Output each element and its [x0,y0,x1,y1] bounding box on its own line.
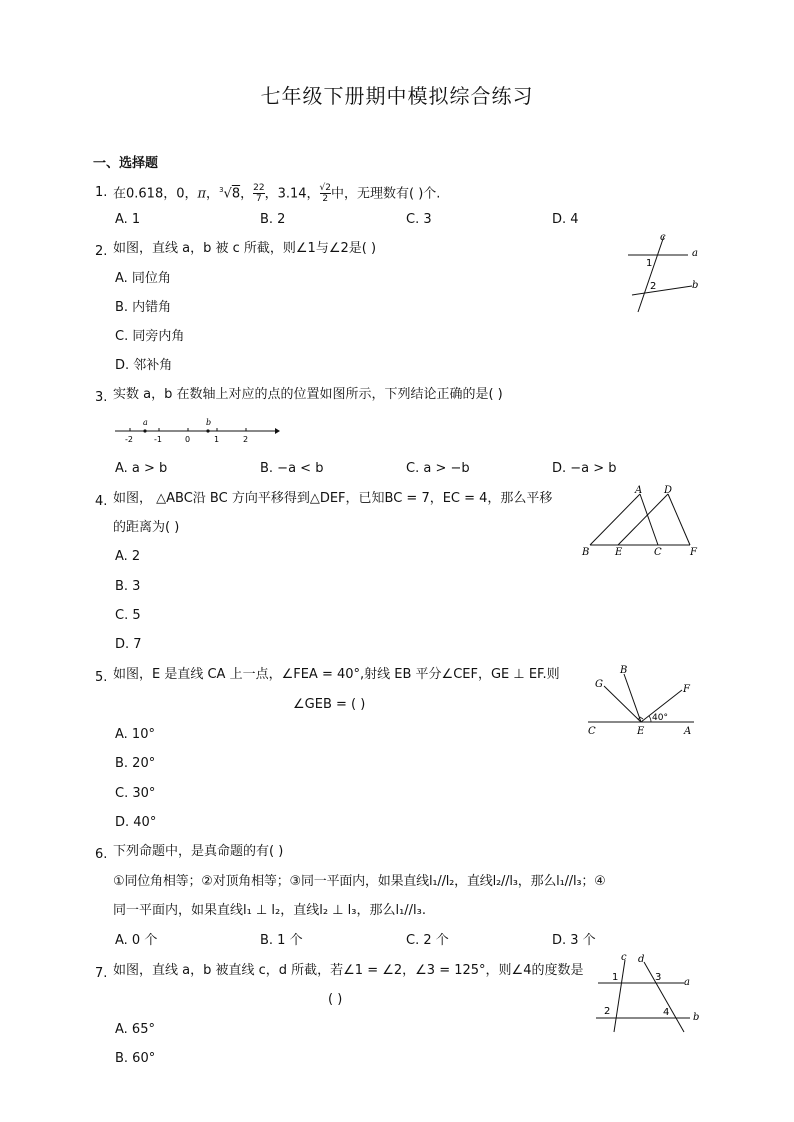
q6-statements-line2: 同一平面内，如果直线l₁ ⊥ l₂，直线l₂ ⊥ l₃，那么l₁//l₃. [113,903,427,918]
q1-frac1 [253,183,264,204]
q1-frac2 [320,183,331,204]
q2-label-2: 2 [650,281,657,292]
q5-number: 5. [95,670,108,685]
q7-figure [592,952,704,1034]
q4-label-A: A [635,485,643,496]
q5-option-a[interactable]: A. 10° [115,727,155,742]
q5-option-d[interactable]: D. 40° [115,815,157,830]
q4-option-c[interactable]: C. 5 [115,608,141,623]
q1-option-a[interactable]: A. 1 [115,212,141,227]
q7-option-b[interactable]: B. 60° [115,1051,156,1066]
q1-number: 1. [95,185,108,200]
q3-option-a[interactable]: A. a > b [115,461,168,476]
q1-root-radicand: 8 [231,186,241,202]
q4-stem-line2: 的距离为( ) [113,520,180,535]
q1-frac1-num: 22 [253,183,265,194]
q7-label-c: c [621,952,627,963]
q3-number: 3. [95,390,108,405]
q6-option-b[interactable]: B. 1 个 [260,933,303,948]
q1-frac2-num: √2 [319,183,331,194]
q3-tick-2: 2 [243,435,249,444]
q1-pi: π [197,186,207,202]
q3-number-line [115,415,280,445]
q7-option-a[interactable]: A. 65° [115,1022,155,1037]
q6-option-c[interactable]: C. 2 个 [406,933,449,948]
q4-number: 4. [95,494,108,509]
q6-option-a[interactable]: A. 0 个 [115,933,158,948]
q4-option-a[interactable]: A. 2 [115,549,141,564]
q7-label-4: 4 [663,1007,670,1018]
q1-stem-b: ，3.14， [264,186,320,202]
q2-option-d[interactable]: D. 邻补角 [115,358,173,373]
q5-option-b[interactable]: B. 20° [115,756,156,771]
q4-label-E: E [615,547,623,558]
q2-option-a[interactable]: A. 同位角 [115,271,171,286]
q2-option-b[interactable]: B. 内错角 [115,300,172,315]
q6-statements-line1: ①同位角相等；②对顶角相等；③同一平面内，如果直线l₁//l₂，直线l₂//l₃，那么l₁//l₃；④ [113,874,606,889]
q1-root-index: 3 [219,186,224,194]
q5-label-B: B [620,665,628,676]
q1-stem-a: 在0.618，0， [113,186,198,202]
q1-stem-c: 中，无理数有( )个. [331,186,441,202]
q5-figure [584,664,700,740]
q3-option-c[interactable]: C. a > −b [406,461,470,476]
q1-option-c[interactable]: C. 3 [406,212,432,227]
q2-number: 2. [95,244,108,259]
section-heading: 一、选择题 [93,156,159,171]
q7-label-2: 2 [604,1006,611,1017]
q3-tick-neg2: -2 [125,435,133,444]
q5-label-A: A [684,726,692,737]
q4-option-b[interactable]: B. 3 [115,579,141,594]
q2-label-c: c [660,232,666,243]
q5-label-E: E [637,726,645,737]
q3-tick-1: 1 [214,435,220,444]
q2-option-c[interactable]: C. 同旁内角 [115,329,185,344]
page-title: 七年级下册期中模拟综合练习 [260,84,534,108]
q4-label-D: D [664,485,673,496]
q7-label-d: d [638,954,645,965]
q1-frac2-den: 2 [322,194,329,205]
q3-tick-0: 0 [185,435,191,444]
q1-option-d[interactable]: D. 4 [552,212,579,227]
q6-stem: 下列命题中，是真命题的有( ) [113,844,284,859]
q3-option-b[interactable]: B. −a < b [260,461,324,476]
q7-stem: 如图，直线 a，b 被直线 c，d 所截，若∠1 = ∠2，∠3 = 125°，则∠4的度数是 [113,963,584,978]
q5-option-c[interactable]: C. 30° [115,786,156,801]
q7-label-1: 1 [612,972,619,983]
q5-angle-label: 40° [652,713,668,723]
q7-number: 7. [95,966,108,981]
q5-label-G: G [595,679,603,690]
q1-stem: 在0.618，0，π，$^3$√8， $\frac{22}{7}$ ，3.14， $\frac{√2}{2}$ 中，无理数有( )个. [113,183,441,205]
q4-label-F: F [690,547,697,558]
q4-label-B: B [582,547,590,558]
q5-label-C: C [588,726,596,737]
q6-option-d[interactable]: D. 3 个 [552,933,596,948]
q5-stem-line2: ∠GEB = ( ) [293,697,366,712]
q7-label-3: 3 [655,972,662,983]
q3-option-d[interactable]: D. −a > b [552,461,617,476]
q3-point-b: b [206,418,212,427]
q3-stem: 实数 a，b 在数轴上对应的点的位置如图所示，下列结论正确的是( ) [113,387,503,402]
q5-label-F: F [683,684,690,695]
q3-point-a: a [143,418,148,427]
q1-sep: ， [206,186,220,202]
q7-blank: ( ) [328,992,343,1007]
q4-figure [578,483,702,559]
q2-label-1: 1 [646,258,653,269]
q2-label-b: b [692,280,699,291]
q4-stem-line1: 如图， △ABC沿 BC 方向平移得到△DEF，已知BC = 7，EC = 4，那么平移 [113,491,553,506]
q2-label-a: a [692,248,698,259]
q2-stem: 如图，直线 a，b 被 c 所截，则∠1与∠2是( ) [113,241,377,256]
q5-stem-line1: 如图，E 是直线 CA 上一点，∠FEA = 40°,射线 EB 平分∠CEF，GE ⊥ EF.则 [113,667,560,682]
q2-figure [620,228,710,314]
q3-tick-neg1: -1 [154,435,162,444]
q4-label-C: C [654,547,662,558]
q7-label-b: b [693,1012,700,1023]
q7-label-a: a [684,977,690,988]
q6-number: 6. [95,847,108,862]
q1-option-b[interactable]: B. 2 [260,212,286,227]
q4-option-d[interactable]: D. 7 [115,637,142,652]
q1-frac1-den: 7 [255,194,262,205]
